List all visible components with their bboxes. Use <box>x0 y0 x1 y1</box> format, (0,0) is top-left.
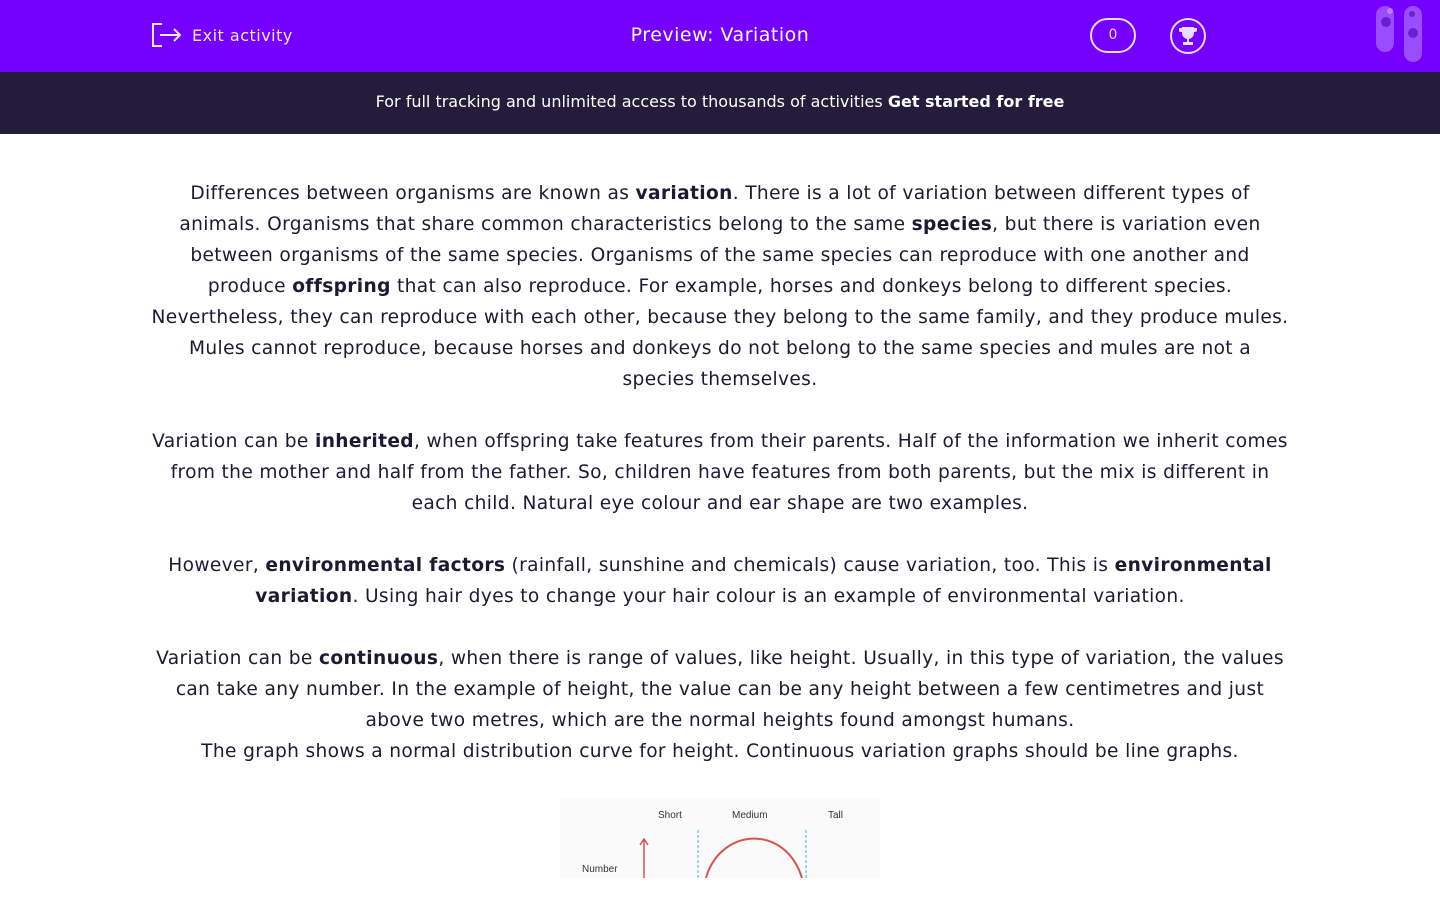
page-title: Preview: Variation <box>630 24 810 46</box>
graph-label-medium: Medium <box>732 810 768 821</box>
text-segment: (rainfall, sunshine and chemicals) cause variation, too. This is <box>505 555 1115 576</box>
paragraph <box>150 550 1290 612</box>
key-term: variation <box>635 183 733 204</box>
paragraph <box>150 178 1290 395</box>
normal-curve <box>706 839 802 878</box>
trophy-button[interactable] <box>1170 18 1206 54</box>
text-segment: Variation can be <box>152 431 315 452</box>
text-segment: . Using hair dyes to change your hair colour is an example of environmental variation. <box>352 586 1185 607</box>
top-bar <box>0 0 1440 72</box>
text-segment: that can also reproduce. For example, horses and donkeys belong to different species. Nevertheless, they can reproduce with each other, because they belong to the same family, and they produce mules. Mules cannot reproduce, because horses and donkeys do not belong to the same species and mules are not a species themselves. <box>151 276 1289 390</box>
text-segment: , but there is variation even between organisms of the same species. Organisms of the same species can reproduce with one another and produce <box>190 214 1261 297</box>
graph-label-short: Short <box>658 810 682 821</box>
paragraph <box>150 426 1290 519</box>
graph-y-label: Number <box>582 864 618 875</box>
key-term: offspring <box>292 276 391 297</box>
text-segment: The graph shows a normal distribution curve for height. Continuous variation graphs should be line graphs. <box>201 741 1239 762</box>
key-term: continuous <box>318 648 439 669</box>
trophy-icon <box>1177 25 1199 47</box>
text-segment: , when offspring take features from their parents. Half of the information we inherit comes from the mother and half from the father. So, children have features from both parents, but the mix is different in each child. Natural eye colour and ear shape are two examples. <box>170 431 1288 514</box>
key-term: environmental factors <box>265 555 506 576</box>
key-term: environmental variation <box>255 555 1272 607</box>
text-segment: However, <box>168 555 266 576</box>
paragraph <box>150 643 1290 736</box>
paragraph <box>150 736 1290 767</box>
signup-banner <box>0 72 1440 134</box>
text-segment: Variation can be <box>156 648 319 669</box>
text-segment: Differences between organisms are known as <box>190 183 636 204</box>
key-term: species <box>911 214 993 235</box>
height-distribution-graph <box>560 798 880 878</box>
exit-activity-label: Exit activity <box>192 25 293 45</box>
graph-label-tall: Tall <box>828 810 844 821</box>
test-tubes-icon <box>1376 6 1432 64</box>
key-term: inherited <box>314 431 414 452</box>
banner-text: For full tracking and unlimited access to thousands of activities <box>375 92 888 111</box>
score-badge: 0 <box>1090 18 1136 53</box>
lesson-content <box>0 134 1440 767</box>
get-started-link[interactable]: Get started for free <box>887 92 1065 111</box>
text-segment: , when there is range of values, like height. Usually, in this type of variation, the values can take any number. In the example of height, the value can be any height between a few centimetres and just above two metres, which are the normal heights found amongst humans. <box>175 648 1284 731</box>
graph-plot <box>560 798 880 878</box>
text-segment: . There is a lot of variation between different types of animals. Organisms that share common characteristics belong to the same <box>179 183 1250 235</box>
